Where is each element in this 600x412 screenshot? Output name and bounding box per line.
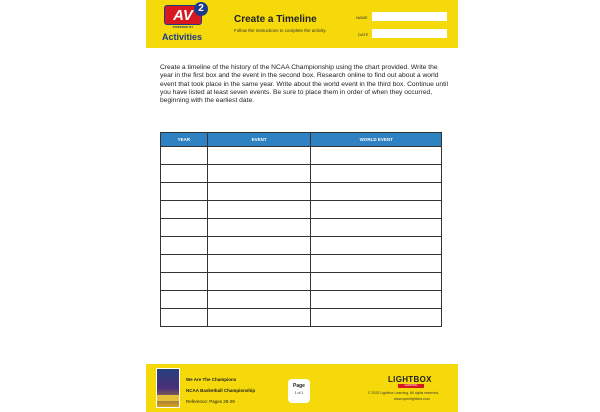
year-cell[interactable]	[161, 291, 208, 309]
table-row	[161, 183, 442, 201]
event-cell[interactable]	[207, 255, 311, 273]
book-reference: Reference: Pages 28-29	[186, 399, 235, 404]
table-row	[161, 291, 442, 309]
logo-subtext: POWERED BY	[172, 25, 194, 29]
event-cell[interactable]	[207, 201, 311, 219]
table-row	[161, 273, 442, 291]
table-row	[161, 147, 442, 165]
worksheet-page	[146, 0, 458, 412]
header-bar	[146, 0, 458, 48]
table-header-row	[161, 133, 442, 147]
book-subtitle: NCAA Basketball Championship	[186, 388, 256, 393]
world-event-cell[interactable]	[311, 309, 442, 327]
logo-text: AV	[164, 5, 202, 25]
world-event-cell[interactable]	[311, 291, 442, 309]
year-cell[interactable]	[161, 165, 208, 183]
event-cell[interactable]	[207, 273, 311, 291]
name-field[interactable]	[372, 12, 447, 21]
world-event-cell[interactable]	[311, 183, 442, 201]
table-row	[161, 309, 442, 327]
year-cell[interactable]	[161, 219, 208, 237]
world-event-cell[interactable]	[311, 219, 442, 237]
name-label: NAME	[356, 15, 368, 20]
page-number: 1 of 1	[294, 391, 304, 395]
year-cell[interactable]	[161, 273, 208, 291]
table-body	[161, 147, 442, 327]
world-event-cell[interactable]	[311, 237, 442, 255]
world-event-cell[interactable]	[311, 273, 442, 291]
activities-label: Activities	[162, 32, 203, 42]
page-label: Page	[293, 383, 305, 389]
year-cell[interactable]	[161, 201, 208, 219]
column-header-event: EVENT	[207, 133, 311, 147]
event-cell[interactable]	[207, 183, 311, 201]
page-subtitle: Follow the instructions to complete the activity.	[234, 28, 327, 33]
website-link[interactable]: www.openlightbox.com	[394, 397, 430, 401]
world-event-cell[interactable]	[311, 165, 442, 183]
event-cell[interactable]	[207, 165, 311, 183]
lightbox-learning-bar: LEARNING	[398, 384, 424, 388]
timeline-table	[160, 132, 442, 327]
world-event-cell[interactable]	[311, 255, 442, 273]
date-field[interactable]	[372, 29, 447, 38]
table-row	[161, 165, 442, 183]
event-cell[interactable]	[207, 237, 311, 255]
year-cell[interactable]	[161, 237, 208, 255]
logo-superscript: 2	[194, 2, 208, 16]
event-cell[interactable]	[207, 309, 311, 327]
event-cell[interactable]	[207, 291, 311, 309]
instructions-text: Create a timeline of the history of the NCAA Championship using the chart provided. Write the year in the first box and the event in the second box. Research online to find out about a world event that took place in the same year. Write about the world event in the third box. Continue until you have listed at least seven events. Be sure to place them in order of when they occurred, beginning with the earliest date.	[160, 64, 448, 105]
av2-badge	[164, 5, 202, 27]
event-cell[interactable]	[207, 147, 311, 165]
footer-bar	[146, 364, 458, 412]
column-header-world-event: WORLD EVENT	[311, 133, 442, 147]
world-event-cell[interactable]	[311, 201, 442, 219]
page-indicator	[288, 379, 310, 403]
year-cell[interactable]	[161, 147, 208, 165]
table-row	[161, 237, 442, 255]
table-row	[161, 201, 442, 219]
book-cover-stripe	[157, 395, 179, 401]
date-label: DATE	[358, 32, 369, 37]
column-header-year: YEAR	[161, 133, 208, 147]
year-cell[interactable]	[161, 255, 208, 273]
av2-logo	[156, 5, 214, 45]
year-cell[interactable]	[161, 309, 208, 327]
table-row	[161, 219, 442, 237]
year-cell[interactable]	[161, 183, 208, 201]
book-title: We Are The Champions	[186, 377, 237, 382]
copyright-text: © 2020 Lightbox Learning. All rights reserved.	[368, 391, 439, 395]
world-event-cell[interactable]	[311, 147, 442, 165]
lightbox-logo: LIGHTBOX	[388, 375, 432, 384]
page-title: Create a Timeline	[234, 14, 317, 25]
event-cell[interactable]	[207, 219, 311, 237]
book-cover-thumbnail	[156, 368, 180, 408]
table-row	[161, 255, 442, 273]
